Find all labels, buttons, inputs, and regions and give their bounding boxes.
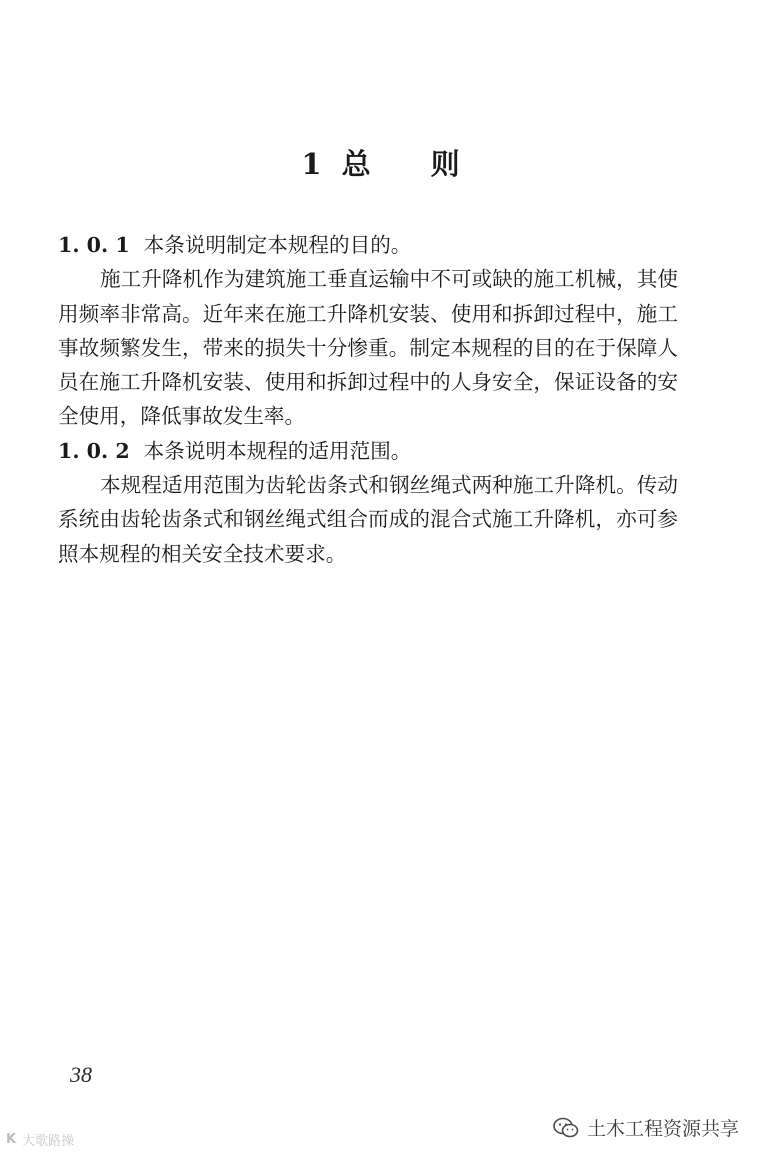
corner-watermark	[6, 1130, 74, 1149]
corner-watermark-logo: K	[6, 1132, 17, 1147]
page-number: 38	[70, 1062, 92, 1087]
clause-paragraph: 本规程适用范围为齿轮齿条式和钢丝绳式两种施工升降机。传动系统由齿轮齿条式和钢丝绳式组合而成的混合式施工升降机，亦可参照本规程的相关安全技术要求。	[58, 473, 678, 566]
wechat-icon	[553, 1117, 579, 1139]
clause-heading-text: 本条说明本规程的适用范围。	[143, 438, 412, 463]
chapter-body	[58, 228, 678, 571]
clause-heading	[58, 228, 678, 262]
chapter-title-char-1: 总	[341, 147, 371, 181]
wechat-account-name: 土木工程资源共享	[586, 1118, 739, 1140]
chapter-title	[0, 142, 761, 183]
clause-paragraph: 施工升降机作为建筑施工垂直运输中不可或缺的施工机械，其使用频率非常高。近年来在施工升降机安装、使用和拆卸过程中，施工事故频繁发生，带来的损失十分惨重。制定本规程的目的在于保障人员在施工升降机安装、使用和拆卸过程中的人身安全，保证设备的安全使用，降低事故发生率。	[58, 267, 678, 429]
clause-number: 1. 0. 2	[58, 438, 130, 463]
chapter-title-char-2: 则	[430, 147, 460, 181]
clause-heading	[58, 434, 678, 468]
clause-number: 1. 0. 1	[58, 233, 130, 257]
corner-watermark-text: 大歌路操	[22, 1134, 75, 1149]
clause-heading-text: 本条说明制定本规程的目的。	[143, 233, 412, 257]
chapter-number: 1	[301, 147, 322, 181]
wechat-watermark	[553, 1114, 739, 1141]
